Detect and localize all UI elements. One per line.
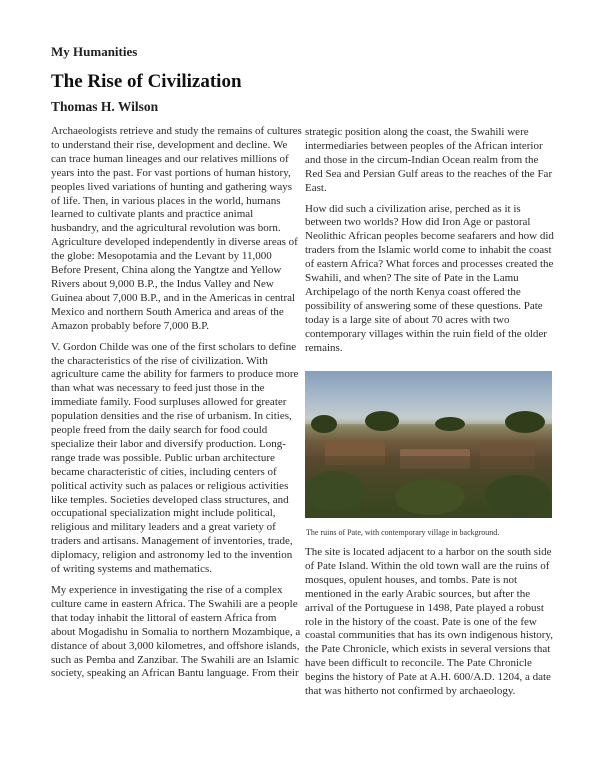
right-column-top <box>305 126 557 363</box>
photo-tree <box>485 475 551 515</box>
left-column <box>51 125 303 688</box>
paragraph: strategic position along the coast, the Swahili were intermediaries between peoples of the African interior and those in the circum-Indian Ocean realm from the Red Sea and Persian Gulf areas to the reaches of the Far East. <box>305 126 553 194</box>
ruins-photo <box>305 371 552 518</box>
paragraph: V. Gordon Childe was one of the first scholars to define the characteristics of the rise of civilization. With agriculture came the ability for farmers to produce more than what was necessary to feed just those in the immediate family. Food surpluses allowed for greater population densities and the rise of urbanism. In cities, people freed from the daily search for food could specialize their labor and diversify production. Long-range trade was possible. Public urban architecture became characteristic of cities, including centers of political activity such as palaces or religious activities like temples. Societies developed class structures, and occupational specialization might include political, religious and military leaders and a great variety of traders and artisans. Management of inventories, trade, diplomacy, religion and astronomy led to the invention of writing systems and mathematics. <box>51 340 299 576</box>
photo-caption: The ruins of Pate, with contemporary village in background. <box>306 528 500 537</box>
article-title: The Rise of Civilization <box>51 71 242 92</box>
photo-tree <box>395 479 465 515</box>
right-column-bottom <box>305 546 557 706</box>
paragraph: Archaeologists retrieve and study the remains of cultures to understand their rise, development and decline. We can trace human lineages and our relatives millions of years into the past. For vast portions of human history, peoples lived variations of hunting and gathering ways of life. Then, in various places in the world, humans learned to cultivate plants and practice animal husbandry, and the agricultural revolution was born. Agriculture developed independently in diverse areas of the globe: Mesopotamia and the Levant by 11,000 Before Present, China along the Yangtze and Yellow Rivers about 9,000 B.P., the Indus Valley and New Guinea about 7,000 B.P., and in the Americas in central Mexico and northern South America and areas of the Amazon probably before 7,000 B.P. <box>51 125 302 332</box>
photo-tree <box>365 411 399 431</box>
photo-tree <box>311 415 337 433</box>
paragraph: The site is located adjacent to a harbor on the south side of Pate Island. Within the old town wall are the ruins of mosques, opulent houses, and tombs. Pate is not mentioned in the early Arabic sources, but after the arrival of the Portuguese in 1498, Pate played a robust role in the history of the coast. Pate is one of the few coastal communities that has its own indigenous history, the Pate Chronicle, which exists in several versions that have been difficult to reconcile. The Pate Chronicle begins the history of Pate at A.H. 600/A.D. 1204, a date that was hitherto not confirmed by archaeology. <box>305 546 553 698</box>
photo-tree <box>505 411 545 433</box>
article-author: Thomas H. Wilson <box>51 99 159 114</box>
paragraph: How did such a civilization arise, perched as it is between two worlds? How did Iron Age or pastoral Neolithic African peoples become seafarers and how did traders from the Islamic world come to inhabit the coast of eastern Africa? What forces and processes created the Swahili, and when? The site of Pate in the Lamu Archipelago of the north Kenya coast offered the possibility of answering some of these questions. Pate today is a large site of about 70 acres with two contemporary villages within the ruin field of the older remains. <box>305 202 554 354</box>
photo-tree <box>435 417 465 431</box>
paragraph: My experience in investigating the rise of a complex culture came in eastern Africa. The Swahili are a people that today inhabit the littoral of eastern Africa from about Mogadishu in Somalia to northern Mozambique, a distance of about 3,000 kilometres, and offshore islands, such as Pemba and Zanzibar. The Swahili are an Islamic society, speaking an African Bantu language. From their <box>51 584 301 680</box>
section-kicker: My Humanities <box>51 44 138 59</box>
photo-tree <box>305 471 365 511</box>
